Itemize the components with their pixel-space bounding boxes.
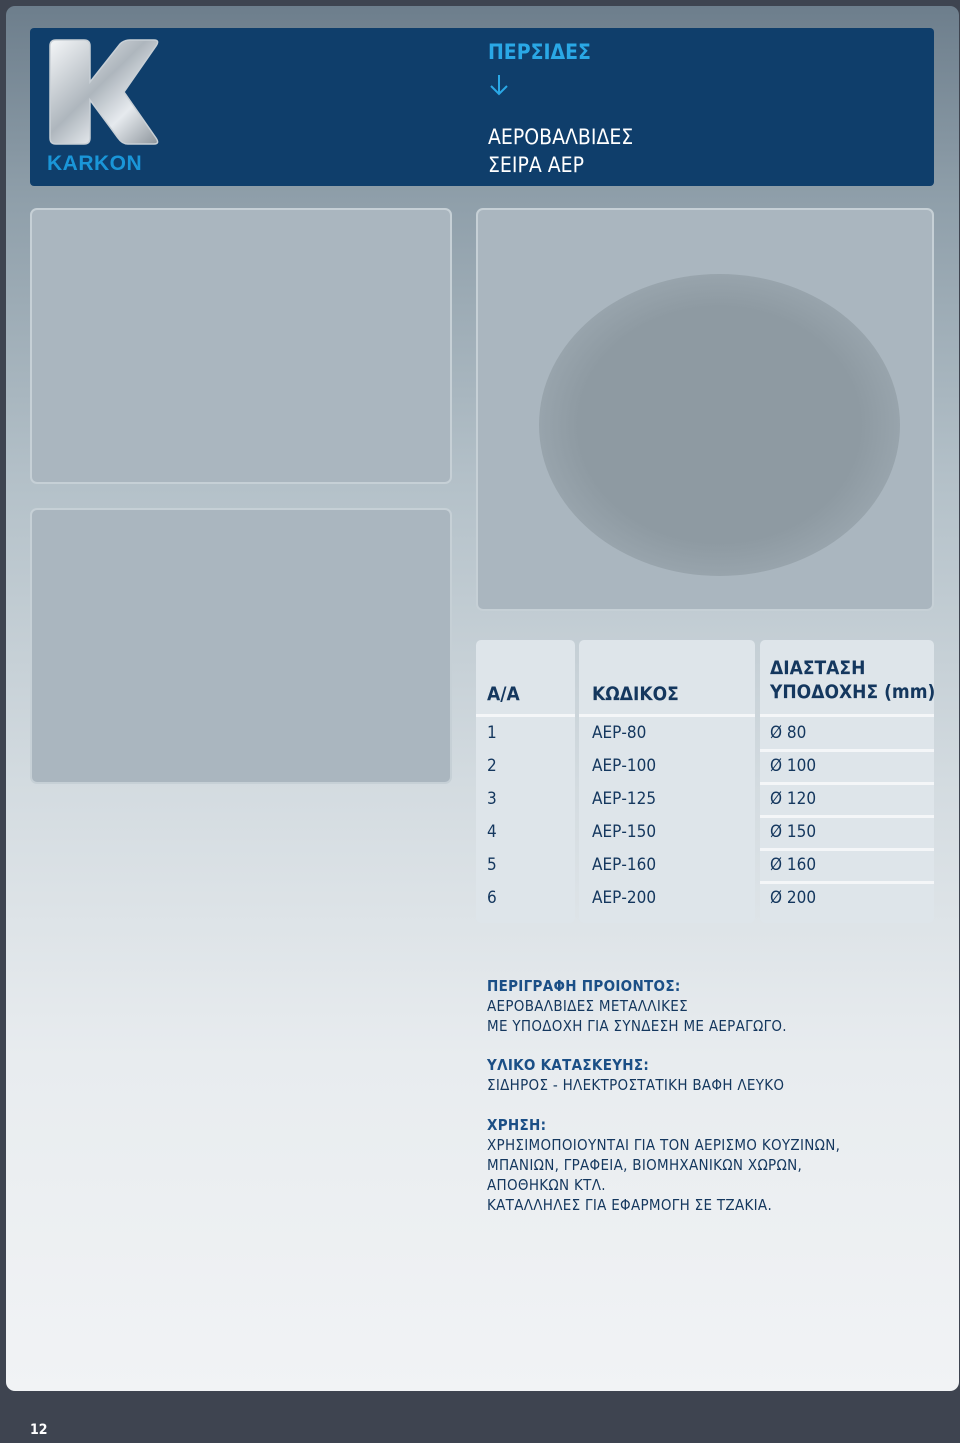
category-title: ΠΕΡΣΙΔΕΣ	[488, 40, 591, 64]
header-dim-line1: ΔΙΑΣΤΑΣΗ	[770, 657, 866, 679]
row-1-dim: Ø 80	[770, 723, 807, 743]
material-line-1: ΣΙΔΗΡΟΣ - ΗΛΕΚΤΡΟΣΤΑΤΙΚΗ ΒΑΦΗ ΛΕΥΚΟ	[487, 1076, 785, 1094]
row-6-aa: 6	[487, 888, 497, 908]
row-4-dim: Ø 150	[770, 822, 817, 842]
material-label: ΥΛΙΚΟ ΚΑΤΑΣΚΕΥΗΣ:	[487, 1056, 650, 1074]
description-label: ΠΕΡΙΓΡΑΦΗ ΠΡΟΙΟΝΤΟΣ:	[487, 977, 681, 995]
brand-name: KARKON	[47, 152, 143, 175]
row-5-code: ΑΕΡ-160	[592, 855, 657, 875]
row-5-aa: 5	[487, 855, 497, 875]
row-6-code: ΑΕΡ-200	[592, 888, 657, 908]
row-6-dim: Ø 200	[770, 888, 817, 908]
header-aa: Α/Α	[487, 683, 520, 705]
row-3-dim: Ø 120	[770, 789, 817, 809]
header-code: ΚΩΔΙΚΟΣ	[592, 683, 679, 705]
product-image-2	[30, 508, 452, 784]
product-disc-image	[539, 274, 900, 576]
row-5-dim: Ø 160	[770, 855, 817, 875]
usage-line-3: ΑΠΟΘΗΚΩΝ ΚΤΛ.	[487, 1176, 606, 1194]
product-image-1	[30, 208, 452, 484]
page-number: 12	[30, 1422, 48, 1438]
usage-line-2: ΜΠΑΝΙΩΝ, ΓΡΑΦΕΙΑ, ΒΙΟΜΗΧΑΝΙΚΩΝ ΧΩΡΩΝ,	[487, 1156, 803, 1174]
product-title: ΑΕΡΟΒΑΛΒΙΔΕΣ	[488, 125, 634, 149]
row-2-code: ΑΕΡ-100	[592, 756, 657, 776]
arrow-down-icon	[488, 73, 510, 97]
description-line-1: ΑΕΡΟΒΑΛΒΙΔΕΣ ΜΕΤΑΛΛΙΚΕΣ	[487, 997, 688, 1015]
description-line-2: ΜΕ ΥΠΟΔΟΧΗ ΓΙΑ ΣΥΝΔΕΣΗ ΜΕ ΑΕΡΑΓΩΓΟ.	[487, 1017, 787, 1035]
header-dim-line2: ΥΠΟΔΟΧΗΣ (mm)	[770, 681, 936, 703]
header-band	[30, 28, 934, 186]
row-1-code: ΑΕΡ-80	[592, 723, 647, 743]
row-4-code: ΑΕΡ-150	[592, 822, 657, 842]
usage-line-1: ΧΡΗΣΙΜΟΠΟΙΟΥΝΤΑΙ ΓΙΑ ΤΟΝ ΑΕΡΙΣΜΟ ΚΟΥΖΙΝΩΝ,	[487, 1136, 841, 1154]
row-3-aa: 3	[487, 789, 497, 809]
row-1-aa: 1	[487, 723, 497, 743]
product-series: ΣΕΙΡΑ ΑΕΡ	[488, 153, 584, 177]
row-2-aa: 2	[487, 756, 497, 776]
usage-line-4: ΚΑΤΑΛΛΗΛΕΣ ΓΙΑ ΕΦΑΡΜΟΓΗ ΣΕ ΤΖΑΚΙΑ.	[487, 1196, 773, 1214]
row-4-aa: 4	[487, 822, 497, 842]
usage-label: ΧΡΗΣΗ:	[487, 1116, 547, 1134]
row-3-code: ΑΕΡ-125	[592, 789, 657, 809]
row-2-dim: Ø 100	[770, 756, 817, 776]
